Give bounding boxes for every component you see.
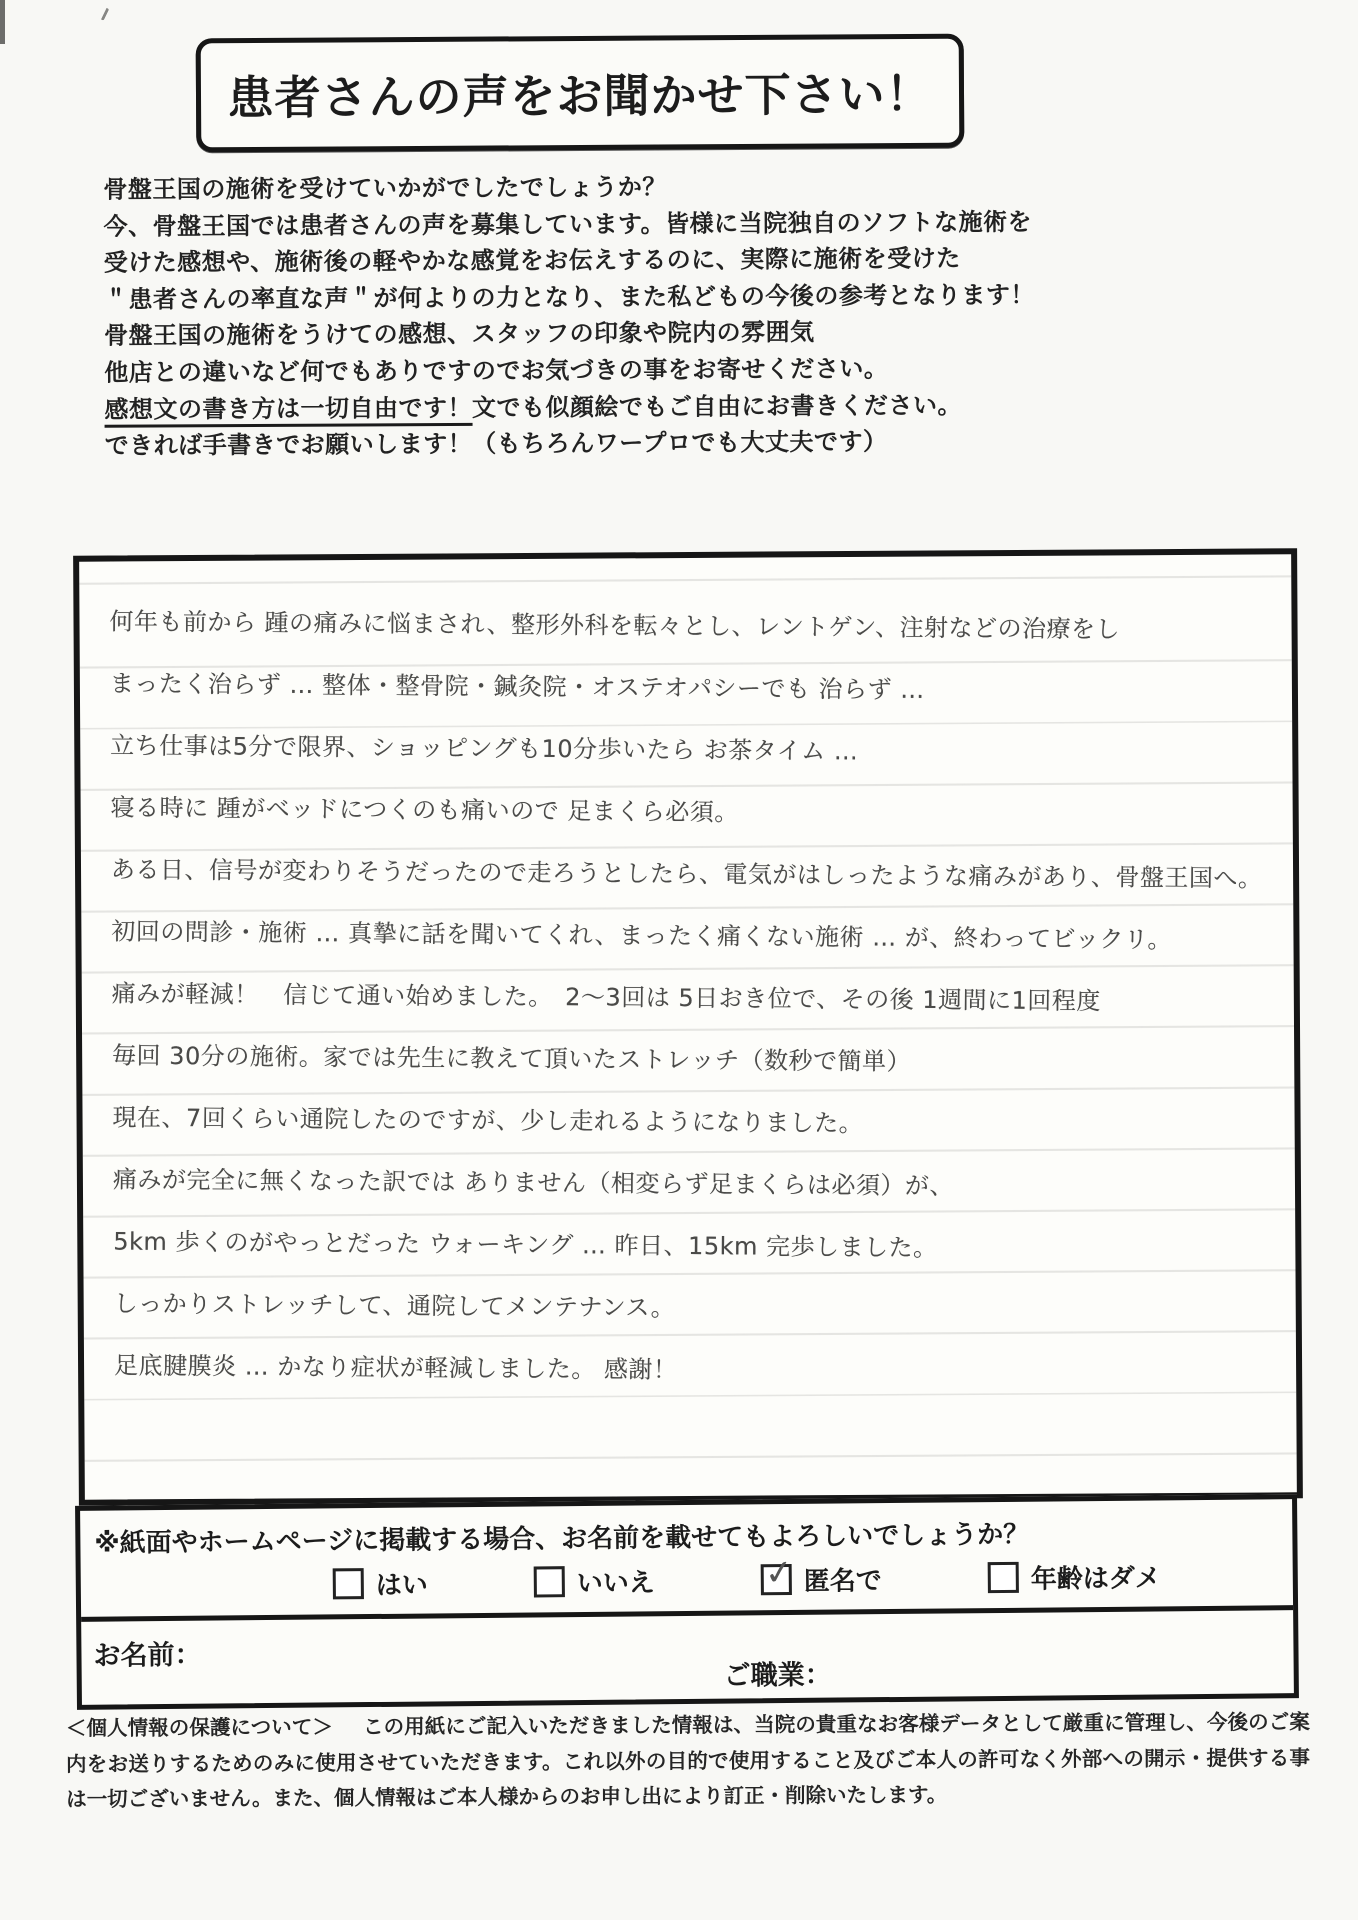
intro-line: 他店との違いなど何でもありですのでお気づきの事をお寄せください。 [104,355,889,387]
intro-text [103,167,1165,465]
consent-options-row [81,1548,1294,1622]
handwritten-line: 痛みが完全に無くなった訳では ありません（相変らず足まくらは必須）が、 [112,1165,955,1200]
intro-line: ＂患者さんの率直な声＂が何よりの力となり、また私どもの今後の参考となります！ [103,281,1035,314]
checkbox-no[interactable] [534,1566,565,1597]
intro-line: 受けた感想や、施術後の軽やかな感覚をお伝えするのに、実際に施術を受けた [103,245,961,277]
consent-question: ※紙面やホームページに掲載する場合、お名前を載せてもよろしいでしょうか？ [94,1518,1030,1558]
feedback-writing-area[interactable] [73,548,1303,1505]
handwritten-line: 毎回 30分の施術。家では先生に教えて頂いたストレッチ（数秒で簡単） [112,1041,912,1076]
intro-line: 今、骨盤王国では患者さんの声を募集しています。皆様に当院独自のソフトな施術を [103,208,1033,241]
ruled-lines [79,554,1297,1499]
checkbox-yes[interactable] [333,1568,364,1599]
intro-line: 骨盤王国の施術を受けていかがでしたでしょうか？ [103,173,667,204]
occupation-label: ご職業： [723,1659,832,1691]
handwritten-line: 現在、7回くらい通院したのですが、少し走れるようになりました。 [112,1103,864,1137]
form-title: 患者さんの声をお聞かせ下さい！ [227,67,933,125]
checkbox-anonymous[interactable] [761,1551,796,1595]
name-input-area[interactable] [231,1626,671,1670]
handwritten-line: まったく治らず … 整体・整骨院・鍼灸院・オステオパシーでも 治らず … [109,669,925,704]
intro-line: できれば手書きでお願いします！（もちろんワープロでも大丈夫です） [104,428,888,460]
form-title-box [196,34,965,153]
privacy-body: この用紙にご記入いただきました情報は、当院の貴重なお客様データとして厳重に管理し、今後のご案内をお送りするためのみに使用させていただきます。これ以外の目的で使用すること及びご本人の許可なく外部への開示・提供する事は一切ございません。また、個人情報はご本人様からのお申し出により訂正・削除いたします。 [65,1710,1311,1812]
consent-option-label: はい [375,1569,428,1600]
handwritten-line: 初回の問診・施術 … 真摯に話を聞いてくれ、まったく痛くない施術 … が、終わってビックリ。 [111,917,1173,954]
privacy-heading: ＜個人情報の保護について＞ [65,1715,333,1741]
handwritten-line: 足底腱膜炎 … かなり症状が軽減しました。 感謝！ [113,1351,678,1384]
publication-consent-section [75,1494,1299,1710]
consent-option-anonymous [761,1551,882,1598]
consent-option-no-age [988,1557,1161,1596]
consent-option-label: 匿名で [803,1565,882,1596]
scan-edge-artifact [0,0,5,44]
handwritten-line: 寝る時に 踵がベッドにつくのも痛いので 足まくら必須。 [110,793,739,826]
occupation-input-area[interactable] [871,1647,1251,1691]
consent-option-label: 年齢はダメ [1030,1562,1161,1594]
handwritten-line: 5km 歩くのがやっとだった ウォーキング … 昨日、15km 完歩しました。 [113,1227,938,1262]
handwritten-line: 痛みが軽減！ 信じて通い始めました。 2～3回は 5日おき位で、その後 1週間に1回程度 [111,979,1101,1015]
intro-free-rest: 文でも似顔絵でもご自由にお書きください。 [471,391,963,422]
pen-mark-artifact [94,4,110,21]
intro-line: 骨盤王国の施術をうけての感想、スタッフの印象や院内の雰囲気 [104,319,815,351]
consent-option-label: いいえ [576,1567,655,1599]
name-label: お名前： [93,1639,202,1671]
intro-underlined-phrase: 感想文の書き方は一切自由です！ [104,394,472,427]
handwritten-line: ある日、信号が変わりそうだったので走ろうとしたら、電気がはしったような痛みがあり、骨盤王国へ。 [110,855,1263,893]
name-occupation-row [81,1610,1294,1704]
handwritten-line: 何年も前から 踵の痛みに悩まされ、整形外科を転々とし、レントゲン、注射などの治療をし [109,607,1121,643]
checkbox-no-age[interactable] [988,1562,1019,1593]
consent-option-no [534,1562,655,1600]
intro-line-free-format [104,387,1164,429]
privacy-notice [66,1705,1311,1818]
consent-option-yes [333,1564,428,1602]
handwritten-line: 立ち仕事は5分で限界、ショッピングも10分歩いたら お茶タイム … [110,731,859,765]
checkmark-icon: ✓ [762,1551,796,1595]
handwritten-line: しっかりストレッチして、通院してメンテナンス。 [113,1289,676,1322]
